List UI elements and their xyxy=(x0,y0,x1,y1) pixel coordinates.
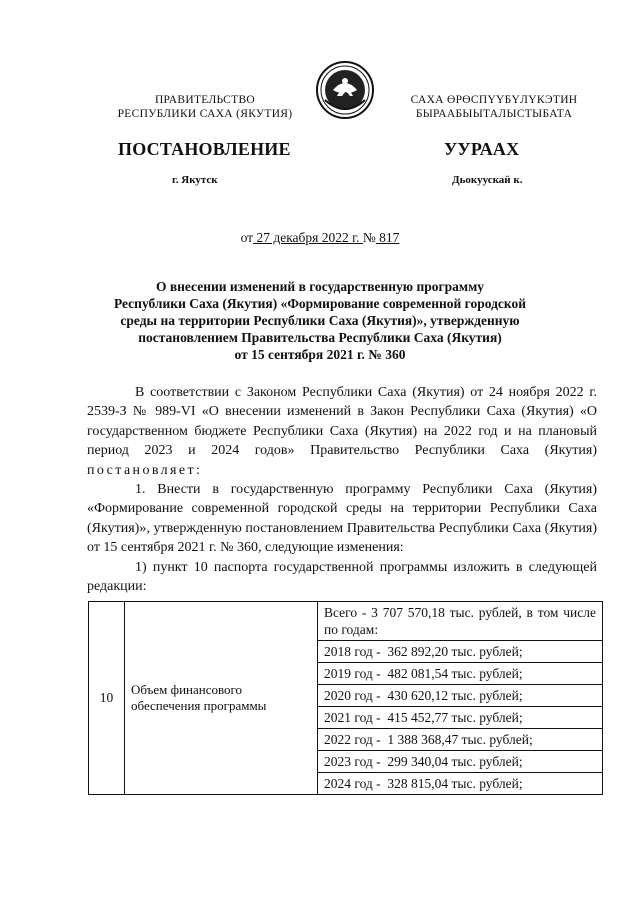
issuer-left xyxy=(100,93,310,121)
year-amount: 328 815,04 тыс. рублей; xyxy=(387,776,523,791)
document-number: 817 xyxy=(375,230,400,245)
year-label: 2020 год - xyxy=(324,688,381,703)
year-label: 2021 год - xyxy=(324,710,381,725)
city-ru: г. Якутск xyxy=(172,174,218,186)
row-number: 10 xyxy=(89,602,125,795)
year-line xyxy=(318,663,602,685)
document-body xyxy=(87,383,597,596)
year-line xyxy=(318,685,602,707)
total-line: Всего - 3 707 570,18 тыс. рублей, в том числе по годам: xyxy=(318,602,602,641)
heading-line: среды на территории Республики Саха (Якутия)», утвержденную xyxy=(120,313,520,328)
city-sah: Дьокуускай к. xyxy=(452,174,523,186)
issuer-right-line2: БЫРААБЫЫТАЛЫСТЫБАТА xyxy=(415,108,573,120)
year-amount: 362 892,20 тыс. рублей; xyxy=(387,644,523,659)
year-amount: 430 620,12 тыс. рублей; xyxy=(387,688,523,703)
issuer-left-line1: ПРАВИТЕЛЬСТВО xyxy=(154,94,256,106)
year-label: 2018 год - xyxy=(324,644,381,659)
heading-line: О внесении изменений в государственную программу xyxy=(155,279,485,294)
heading-line: Республики Саха (Якутия) «Формирование современной городской xyxy=(113,296,527,311)
preamble-paragraph xyxy=(87,383,597,480)
row-values xyxy=(318,602,603,795)
year-label: 2024 год - xyxy=(324,776,381,791)
financing-table xyxy=(88,601,603,795)
date-prefix: от xyxy=(240,230,254,245)
year-label: 2023 год - xyxy=(324,754,381,769)
heading-line: от 15 сентября 2021 г. № 360 xyxy=(234,347,406,362)
document-type-title-sah: УУРААХ xyxy=(444,139,520,159)
year-line xyxy=(318,641,602,663)
year-amount: 415 452,77 тыс. рублей; xyxy=(387,710,523,725)
year-line xyxy=(318,707,602,729)
issuer-left-line2: РЕСПУБЛИКИ САХА (ЯКУТИЯ) xyxy=(117,108,293,120)
document-date-line xyxy=(0,230,640,246)
document-heading xyxy=(90,278,550,363)
year-line xyxy=(318,773,602,794)
coat-of-arms-emblem xyxy=(315,60,375,120)
year-amount: 482 081,54 тыс. рублей; xyxy=(387,666,523,681)
year-label: 2019 год - xyxy=(324,666,381,681)
resolves-word: постановляет: xyxy=(87,462,203,478)
number-sign: № xyxy=(362,230,376,245)
year-amount: 1 388 368,47 тыс. рублей; xyxy=(387,732,533,747)
document-date: 27 декабря 2022 г. xyxy=(253,230,363,245)
document-type-title-ru: ПОСТАНОВЛЕНИЕ xyxy=(118,139,291,159)
clause-1-paragraph: 1. Внести в государственную программу Республики Саха (Якутия) «Формирование современной городской среды на территории Республики Саха (Якутия)», утвержденную постановлением Правительства Республики Саха (Якутия) от 15 сентября 2021 г. № 360, следующие изменения: xyxy=(87,482,597,556)
year-line xyxy=(318,751,602,773)
issuer-right-line1: САХА ӨРӨСПҮҮБҮЛҮКЭТИН xyxy=(410,94,578,106)
row-label: Объем финансового обеспечения программы xyxy=(125,602,318,795)
year-line xyxy=(318,729,602,751)
year-label: 2022 год - xyxy=(324,732,381,747)
issuer-right xyxy=(384,93,604,121)
subclause-1-paragraph: 1) пункт 10 паспорта государственной программы изложить в следующей редакции: xyxy=(87,559,597,595)
heading-line: постановлением Правительства Республики Саха (Якутия) xyxy=(138,330,502,345)
year-amount: 299 340,04 тыс. рублей; xyxy=(387,754,523,769)
preamble-text: В соответствии с Законом Республики Саха (Якутия) от 24 ноября 2022 г. 2539-З № 989-VI «О внесении изменений в Закон Республики Саха (Якутия) «О государственном бюджете Республики Саха (Якутия) на 2022 год и на плановый период 2023 и 2024 годов» Правительство Республики Саха (Якутия) xyxy=(87,385,597,459)
table-row xyxy=(89,602,603,795)
